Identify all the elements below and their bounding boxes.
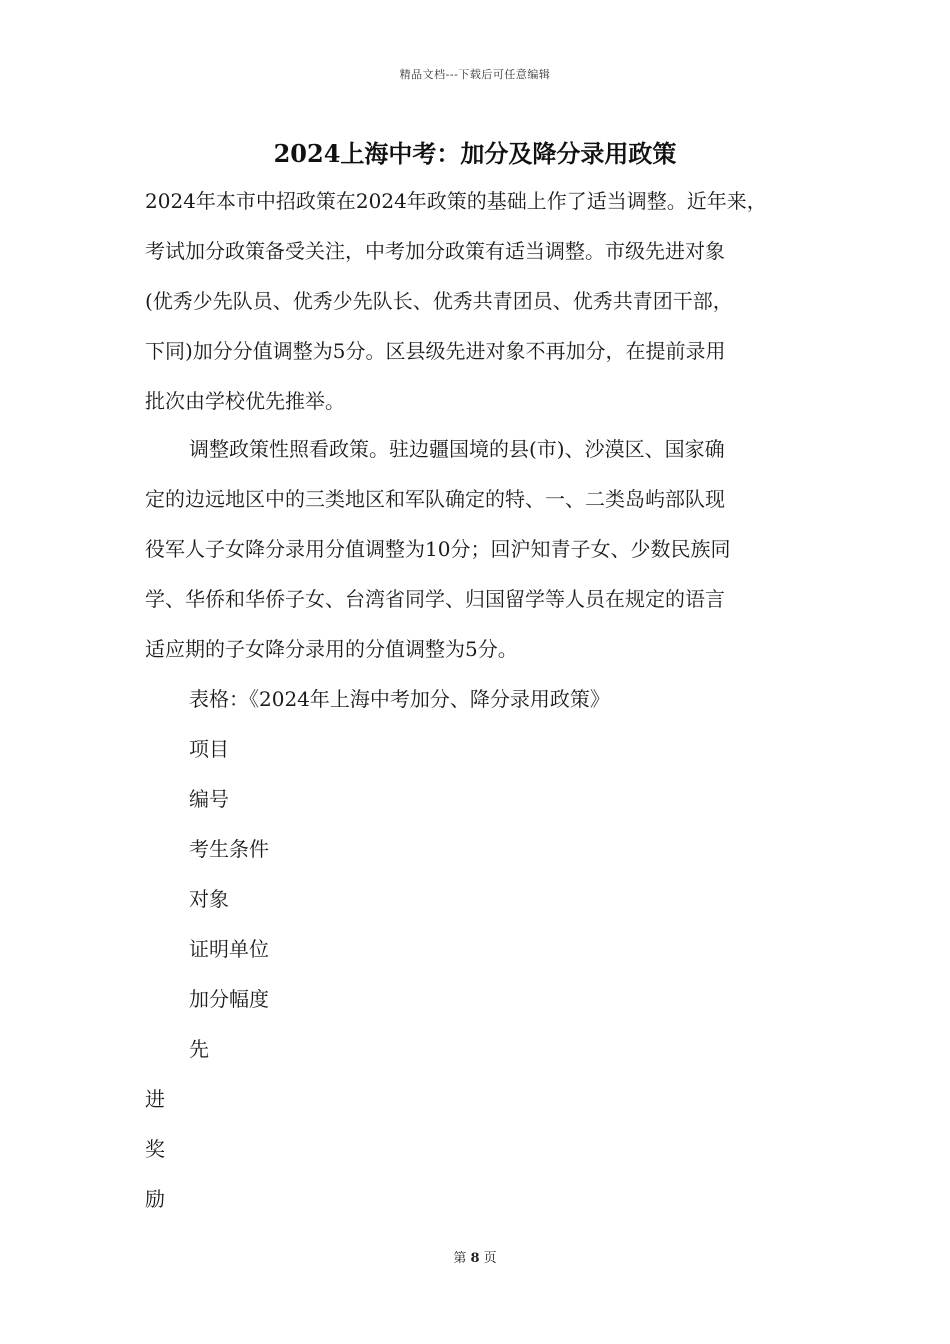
paragraph-2-line: 调整政策性照看政策。驻边疆国境的县(市)、沙漠区、国家确 <box>189 437 725 461</box>
paragraph-1 <box>145 176 835 426</box>
table-item: 对象 <box>189 887 229 911</box>
table-section <box>145 674 835 1224</box>
page-number-suffix: 页 <box>483 1251 497 1266</box>
table-item: 项目 <box>189 737 229 761</box>
paragraph-2-line: 学、华侨和华侨子女、台湾省同学、归国留学等人员在规定的语言 <box>145 587 725 611</box>
document-title: 2024上海中考：加分及降分录用政策 <box>273 139 677 168</box>
paragraph-2-line: 役军人子女降分录用分值调整为10分；回沪知青子女、少数民族同 <box>145 537 731 561</box>
page-number-value: 8 <box>470 1251 480 1266</box>
page-number <box>0 1247 950 1266</box>
header-note: 精品文档---下载后可任意编辑 <box>399 68 551 81</box>
paragraph-2-line: 适应期的子女降分录用的分值调整为5分。 <box>145 637 518 661</box>
trailing-char: 励 <box>145 1187 165 1211</box>
paragraph-1-line: 下同)加分分值调整为5分。区县级先进对象不再加分，在提前录用 <box>145 339 726 363</box>
table-item: 证明单位 <box>189 937 269 961</box>
paragraph-1-line: (优秀少先队员、优秀少先队长、优秀共青团员、优秀共青团干部， <box>145 289 733 313</box>
trailing-char: 进 <box>145 1087 165 1111</box>
table-caption: 表格：《2024年上海中考加分、降分录用政策》 <box>189 687 610 711</box>
table-item: 先 <box>189 1037 209 1061</box>
paragraph-1-line: 考试加分政策备受关注，中考加分政策有适当调整。市级先进对象 <box>145 239 725 263</box>
table-item: 加分幅度 <box>189 987 269 1011</box>
paragraph-2 <box>145 424 835 674</box>
page-number-prefix: 第 <box>453 1251 467 1266</box>
table-item: 编号 <box>189 787 229 811</box>
trailing-char: 奖 <box>145 1137 165 1161</box>
paragraph-2-line: 定的边远地区中的三类地区和军队确定的特、一、二类岛屿部队现 <box>145 487 725 511</box>
paragraph-1-line: 批次由学校优先推举。 <box>145 389 345 413</box>
paragraph-1-line: 2024年本市中招政策在2024年政策的基础上作了适当调整。近年来， <box>145 189 767 213</box>
table-item: 考生条件 <box>189 837 269 861</box>
